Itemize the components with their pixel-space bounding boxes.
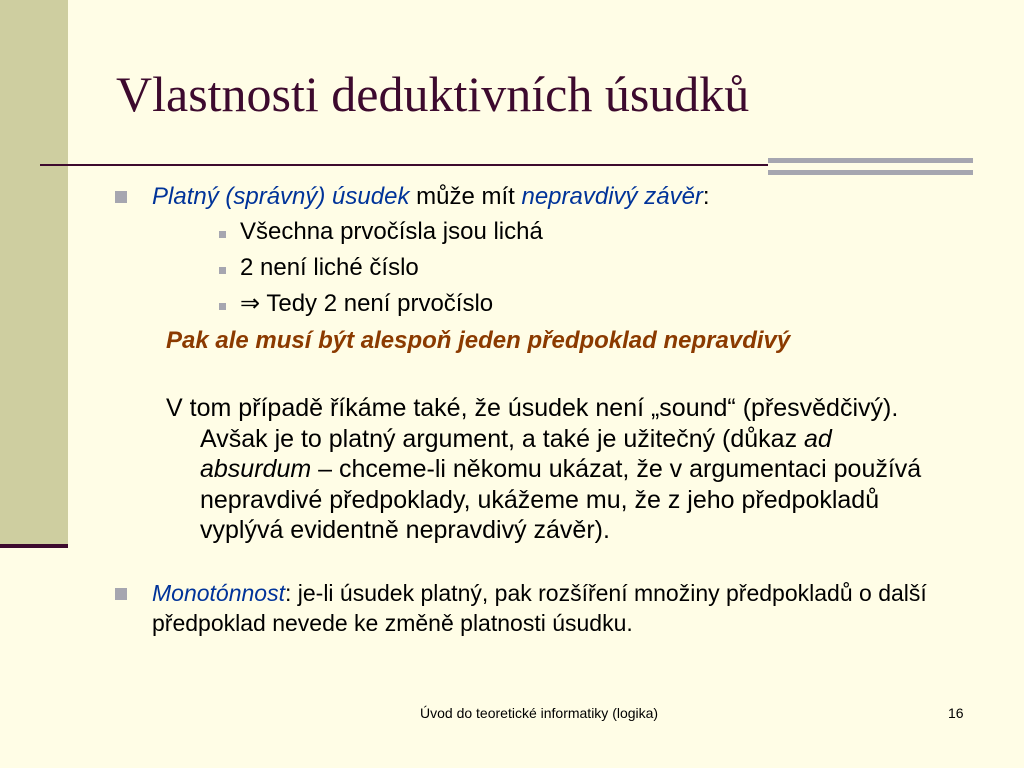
bullet-square-icon [115, 588, 127, 600]
page-number: 16 [948, 705, 964, 721]
bullet-platny-usudek [152, 182, 942, 212]
slide-title: Vlastnosti deduktivních úsudků [116, 66, 750, 122]
bullet-monotonnost [152, 578, 942, 638]
footer-title: Úvod do teoretické informatiky (logika) [420, 705, 659, 721]
bullet-text: může mít [409, 183, 522, 210]
sub-bullet-icon [219, 303, 226, 310]
emphasis-statement: Pak ale musí být alespoň jeden předpoklad nepravdivý [166, 327, 791, 354]
sub-item-label: Tedy 2 není prvočíslo [266, 290, 494, 317]
implies-icon: ⇒ [240, 290, 261, 317]
sub-item: 2 není liché číslo [240, 254, 419, 281]
sub-bullet-icon [219, 267, 226, 274]
paragraph-text: V tom případě říkáme také, že úsudek není „sound“ (přesvědčivý). Avšak je to platný argument, a také je užitečný (důkaz [166, 394, 899, 453]
term-nepravdivy-zaver: nepravdivý závěr [521, 183, 703, 210]
sub-item [240, 289, 493, 319]
bullet-text: : je-li úsudek platný, pak rozšíření množiny předpokladů o další předpoklad nevede ke změně platnosti úsudku. [152, 580, 927, 636]
sub-bullet-icon [219, 231, 226, 238]
bullet-text: : [702, 183, 710, 210]
term-monotonnost: Monotónnost [152, 580, 285, 606]
term-platny-usudek: Platný (správný) úsudek [152, 183, 410, 210]
explanation-paragraph [166, 393, 936, 546]
term-ad-absurdum: ad absurdum [200, 424, 832, 483]
bullet-square-icon [115, 191, 127, 203]
paragraph-text: – chceme-li někomu ukázat, že v argumentaci používá nepravdivé předpoklady, ukážeme mu, že z jeho předpokladů vyplývá evidentně nepravdivý závěr). [200, 455, 922, 544]
sub-item: Všechna prvočísla jsou lichá [240, 218, 543, 245]
